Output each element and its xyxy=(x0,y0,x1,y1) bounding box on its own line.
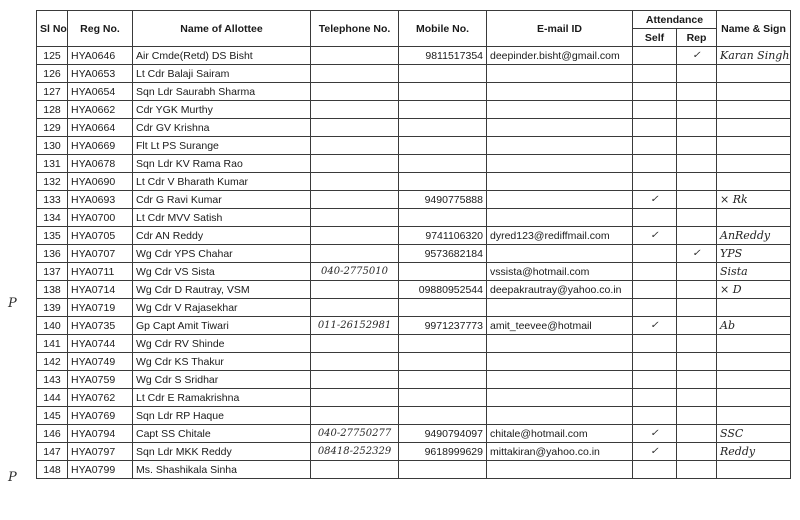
cell-self xyxy=(633,281,677,299)
cell-email xyxy=(487,191,633,209)
table-row xyxy=(37,317,791,335)
cell-email: amit_teevee@hotmail xyxy=(487,317,633,335)
cell-self xyxy=(633,119,677,137)
cell-email: mittakiran@yahoo.co.in xyxy=(487,443,633,461)
table-row xyxy=(37,443,791,461)
cell-rep: ✓ xyxy=(677,47,717,65)
cell-rep xyxy=(677,137,717,155)
header-telephone: Telephone No. xyxy=(311,11,399,47)
cell-sl-no: 137 xyxy=(37,263,68,281)
header-attendance: Attendance xyxy=(633,11,717,29)
cell-sl-no: 142 xyxy=(37,353,68,371)
table-row xyxy=(37,101,791,119)
cell-self xyxy=(633,101,677,119)
cell-mobile: 09880952544 xyxy=(399,281,487,299)
table-row xyxy=(37,245,791,263)
cell-rep xyxy=(677,371,717,389)
cell-email: dyred123@rediffmail.com xyxy=(487,227,633,245)
table-row xyxy=(37,227,791,245)
cell-telephone xyxy=(311,65,399,83)
cell-email xyxy=(487,389,633,407)
cell-sl-no: 146 xyxy=(37,425,68,443)
cell-self xyxy=(633,155,677,173)
header-mobile: Mobile No. xyxy=(399,11,487,47)
cell-self xyxy=(633,263,677,281)
cell-signature: Reddy xyxy=(717,443,791,461)
cell-reg-no: HYA0662 xyxy=(68,101,133,119)
cell-email: chitale@hotmail.com xyxy=(487,425,633,443)
table-row xyxy=(37,389,791,407)
cell-reg-no: HYA0799 xyxy=(68,461,133,479)
cell-name: Wg Cdr V Rajasekhar xyxy=(133,299,311,317)
cell-mobile xyxy=(399,335,487,353)
cell-signature xyxy=(717,461,791,479)
cell-reg-no: HYA0664 xyxy=(68,119,133,137)
cell-email xyxy=(487,155,633,173)
cell-signature xyxy=(717,353,791,371)
cell-email xyxy=(487,137,633,155)
cell-self xyxy=(633,83,677,101)
cell-mobile xyxy=(399,353,487,371)
cell-name: Sqn Ldr RP Haque xyxy=(133,407,311,425)
cell-rep xyxy=(677,335,717,353)
cell-mobile xyxy=(399,263,487,281)
cell-sl-no: 147 xyxy=(37,443,68,461)
cell-signature: SSC xyxy=(717,425,791,443)
cell-self xyxy=(633,371,677,389)
table-row xyxy=(37,371,791,389)
cell-rep xyxy=(677,407,717,425)
cell-mobile xyxy=(399,389,487,407)
table-row xyxy=(37,209,791,227)
cell-telephone: 08418-252329 xyxy=(311,443,399,461)
cell-telephone xyxy=(311,101,399,119)
cell-sl-no: 131 xyxy=(37,155,68,173)
cell-mobile xyxy=(399,461,487,479)
cell-telephone xyxy=(311,173,399,191)
cell-name: Cdr AN Reddy xyxy=(133,227,311,245)
cell-rep xyxy=(677,65,717,83)
cell-self: ✓ xyxy=(633,443,677,461)
cell-email xyxy=(487,173,633,191)
cell-mobile xyxy=(399,209,487,227)
cell-self xyxy=(633,461,677,479)
cell-email xyxy=(487,371,633,389)
cell-self: ✓ xyxy=(633,191,677,209)
cell-reg-no: HYA0711 xyxy=(68,263,133,281)
cell-reg-no: HYA0678 xyxy=(68,155,133,173)
cell-mobile: 9971237773 xyxy=(399,317,487,335)
header-email: E-mail ID xyxy=(487,11,633,47)
cell-name: Sqn Ldr Saurabh Sharma xyxy=(133,83,311,101)
cell-name: Air Cmde(Retd) DS Bisht xyxy=(133,47,311,65)
cell-name: Wg Cdr RV Shinde xyxy=(133,335,311,353)
cell-sl-no: 129 xyxy=(37,119,68,137)
cell-rep xyxy=(677,299,717,317)
cell-rep: ✓ xyxy=(677,245,717,263)
cell-sl-no: 125 xyxy=(37,47,68,65)
cell-reg-no: HYA0653 xyxy=(68,65,133,83)
cell-mobile: 9490775888 xyxy=(399,191,487,209)
cell-reg-no: HYA0669 xyxy=(68,137,133,155)
cell-telephone xyxy=(311,155,399,173)
cell-self: ✓ xyxy=(633,317,677,335)
cell-rep xyxy=(677,155,717,173)
cell-rep xyxy=(677,83,717,101)
cell-telephone xyxy=(311,389,399,407)
cell-reg-no: HYA0749 xyxy=(68,353,133,371)
cell-sl-no: 126 xyxy=(37,65,68,83)
cell-rep xyxy=(677,209,717,227)
cell-name: Wg Cdr VS Sista xyxy=(133,263,311,281)
cell-sl-no: 134 xyxy=(37,209,68,227)
cell-rep xyxy=(677,389,717,407)
cell-telephone xyxy=(311,281,399,299)
cell-signature: Sista xyxy=(717,263,791,281)
cell-reg-no: HYA0762 xyxy=(68,389,133,407)
cell-reg-no: HYA0690 xyxy=(68,173,133,191)
cell-rep xyxy=(677,101,717,119)
cell-email xyxy=(487,209,633,227)
cell-sl-no: 145 xyxy=(37,407,68,425)
cell-rep xyxy=(677,191,717,209)
cell-mobile: 9741106320 xyxy=(399,227,487,245)
cell-reg-no: HYA0693 xyxy=(68,191,133,209)
cell-reg-no: HYA0700 xyxy=(68,209,133,227)
cell-self xyxy=(633,173,677,191)
cell-name: Wg Cdr YPS Chahar xyxy=(133,245,311,263)
cell-reg-no: HYA0794 xyxy=(68,425,133,443)
cell-sl-no: 139 xyxy=(37,299,68,317)
header-sl-no: Sl No xyxy=(37,11,68,47)
cell-telephone xyxy=(311,191,399,209)
cell-sl-no: 130 xyxy=(37,137,68,155)
cell-email xyxy=(487,65,633,83)
cell-sl-no: 141 xyxy=(37,335,68,353)
cell-reg-no: HYA0654 xyxy=(68,83,133,101)
cell-rep xyxy=(677,443,717,461)
cell-telephone: 040-27750277 xyxy=(311,425,399,443)
cell-self xyxy=(633,137,677,155)
cell-signature xyxy=(717,371,791,389)
cell-sl-no: 144 xyxy=(37,389,68,407)
cell-rep xyxy=(677,263,717,281)
cell-mobile xyxy=(399,407,487,425)
cell-rep xyxy=(677,227,717,245)
header-name-sign: Name & Sign xyxy=(717,11,791,47)
table-row xyxy=(37,353,791,371)
table-row xyxy=(37,83,791,101)
cell-mobile xyxy=(399,371,487,389)
cell-name: Gp Capt Amit Tiwari xyxy=(133,317,311,335)
cell-name: Capt SS Chitale xyxy=(133,425,311,443)
cell-telephone: 011-26152981 xyxy=(311,317,399,335)
cell-mobile: 9573682184 xyxy=(399,245,487,263)
cell-telephone xyxy=(311,335,399,353)
cell-telephone: 040-2775010 xyxy=(311,263,399,281)
cell-name: Cdr YGK Murthy xyxy=(133,101,311,119)
cell-mobile: 9490794097 xyxy=(399,425,487,443)
cell-name: Cdr GV Krishna xyxy=(133,119,311,137)
cell-name: Sqn Ldr KV Rama Rao xyxy=(133,155,311,173)
cell-self xyxy=(633,389,677,407)
cell-mobile: 9618999629 xyxy=(399,443,487,461)
cell-reg-no: HYA0735 xyxy=(68,317,133,335)
cell-name: Lt Cdr E Ramakrishna xyxy=(133,389,311,407)
cell-signature xyxy=(717,389,791,407)
header-self: Self xyxy=(633,29,677,47)
cell-sl-no: 133 xyxy=(37,191,68,209)
header-reg-no: Reg No. xyxy=(68,11,133,47)
cell-telephone xyxy=(311,137,399,155)
cell-self: ✓ xyxy=(633,227,677,245)
header-name: Name of Allottee xyxy=(133,11,311,47)
cell-signature: × D xyxy=(717,281,791,299)
cell-telephone xyxy=(311,407,399,425)
allottee-table xyxy=(36,10,791,479)
cell-signature xyxy=(717,155,791,173)
cell-name: Flt Lt PS Surange xyxy=(133,137,311,155)
cell-self xyxy=(633,299,677,317)
table-row xyxy=(37,173,791,191)
cell-telephone xyxy=(311,353,399,371)
table-row xyxy=(37,425,791,443)
margin-mark-p: P xyxy=(8,470,17,485)
cell-email xyxy=(487,245,633,263)
table-row xyxy=(37,65,791,83)
cell-signature xyxy=(717,65,791,83)
cell-reg-no: HYA0797 xyxy=(68,443,133,461)
cell-reg-no: HYA0719 xyxy=(68,299,133,317)
table-row xyxy=(37,263,791,281)
cell-signature xyxy=(717,209,791,227)
cell-signature xyxy=(717,137,791,155)
cell-name: Lt Cdr MVV Satish xyxy=(133,209,311,227)
cell-signature: YPS xyxy=(717,245,791,263)
table-row xyxy=(37,155,791,173)
attendance-sheet xyxy=(36,10,790,479)
cell-rep xyxy=(677,317,717,335)
cell-email xyxy=(487,299,633,317)
cell-rep xyxy=(677,353,717,371)
table-row xyxy=(37,299,791,317)
cell-email: vssista@hotmail.com xyxy=(487,263,633,281)
cell-telephone xyxy=(311,209,399,227)
cell-self xyxy=(633,335,677,353)
cell-rep xyxy=(677,119,717,137)
cell-mobile xyxy=(399,83,487,101)
cell-sl-no: 128 xyxy=(37,101,68,119)
cell-telephone xyxy=(311,245,399,263)
cell-self xyxy=(633,209,677,227)
cell-reg-no: HYA0759 xyxy=(68,371,133,389)
cell-email: deepakrautray@yahoo.co.in xyxy=(487,281,633,299)
cell-telephone xyxy=(311,461,399,479)
cell-signature xyxy=(717,407,791,425)
table-row xyxy=(37,47,791,65)
cell-telephone xyxy=(311,47,399,65)
cell-reg-no: HYA0707 xyxy=(68,245,133,263)
cell-signature xyxy=(717,299,791,317)
cell-email xyxy=(487,119,633,137)
cell-signature xyxy=(717,101,791,119)
table-row xyxy=(37,335,791,353)
cell-rep xyxy=(677,281,717,299)
cell-signature: Ab xyxy=(717,317,791,335)
cell-sl-no: 143 xyxy=(37,371,68,389)
cell-telephone xyxy=(311,227,399,245)
cell-signature: Karan Singh xyxy=(717,47,791,65)
cell-email: deepinder.bisht@gmail.com xyxy=(487,47,633,65)
cell-email xyxy=(487,407,633,425)
cell-email xyxy=(487,335,633,353)
cell-email xyxy=(487,461,633,479)
cell-name: Lt Cdr V Bharath Kumar xyxy=(133,173,311,191)
cell-name: Cdr G Ravi Kumar xyxy=(133,191,311,209)
cell-mobile xyxy=(399,299,487,317)
cell-signature xyxy=(717,173,791,191)
cell-telephone xyxy=(311,371,399,389)
cell-signature: AnReddy xyxy=(717,227,791,245)
cell-signature xyxy=(717,335,791,353)
cell-sl-no: 140 xyxy=(37,317,68,335)
table-row xyxy=(37,191,791,209)
margin-mark-p: P xyxy=(8,296,17,311)
cell-email xyxy=(487,83,633,101)
cell-mobile xyxy=(399,119,487,137)
cell-mobile: 9811517354 xyxy=(399,47,487,65)
table-row xyxy=(37,461,791,479)
cell-name: Ms. Shashikala Sinha xyxy=(133,461,311,479)
cell-self xyxy=(633,47,677,65)
table-row xyxy=(37,137,791,155)
cell-sl-no: 127 xyxy=(37,83,68,101)
cell-rep xyxy=(677,173,717,191)
cell-sl-no: 135 xyxy=(37,227,68,245)
cell-reg-no: HYA0646 xyxy=(68,47,133,65)
cell-mobile xyxy=(399,101,487,119)
cell-signature: × Rk xyxy=(717,191,791,209)
cell-self: ✓ xyxy=(633,425,677,443)
cell-name: Wg Cdr D Rautray, VSM xyxy=(133,281,311,299)
cell-name: Wg Cdr KS Thakur xyxy=(133,353,311,371)
cell-reg-no: HYA0705 xyxy=(68,227,133,245)
table-row xyxy=(37,281,791,299)
cell-mobile xyxy=(399,137,487,155)
cell-signature xyxy=(717,83,791,101)
cell-telephone xyxy=(311,299,399,317)
cell-self xyxy=(633,407,677,425)
cell-email xyxy=(487,101,633,119)
cell-sl-no: 148 xyxy=(37,461,68,479)
cell-name: Lt Cdr Balaji Sairam xyxy=(133,65,311,83)
cell-signature xyxy=(717,119,791,137)
cell-self xyxy=(633,65,677,83)
cell-sl-no: 138 xyxy=(37,281,68,299)
table-row xyxy=(37,407,791,425)
cell-telephone xyxy=(311,119,399,137)
cell-rep xyxy=(677,461,717,479)
cell-self xyxy=(633,353,677,371)
cell-mobile xyxy=(399,155,487,173)
table-row xyxy=(37,119,791,137)
cell-sl-no: 132 xyxy=(37,173,68,191)
cell-reg-no: HYA0714 xyxy=(68,281,133,299)
cell-sl-no: 136 xyxy=(37,245,68,263)
cell-mobile xyxy=(399,65,487,83)
cell-name: Wg Cdr S Sridhar xyxy=(133,371,311,389)
cell-rep xyxy=(677,425,717,443)
cell-telephone xyxy=(311,83,399,101)
cell-reg-no: HYA0769 xyxy=(68,407,133,425)
cell-self xyxy=(633,245,677,263)
header-rep: Rep xyxy=(677,29,717,47)
cell-mobile xyxy=(399,173,487,191)
cell-name: Sqn Ldr MKK Reddy xyxy=(133,443,311,461)
cell-email xyxy=(487,353,633,371)
cell-reg-no: HYA0744 xyxy=(68,335,133,353)
